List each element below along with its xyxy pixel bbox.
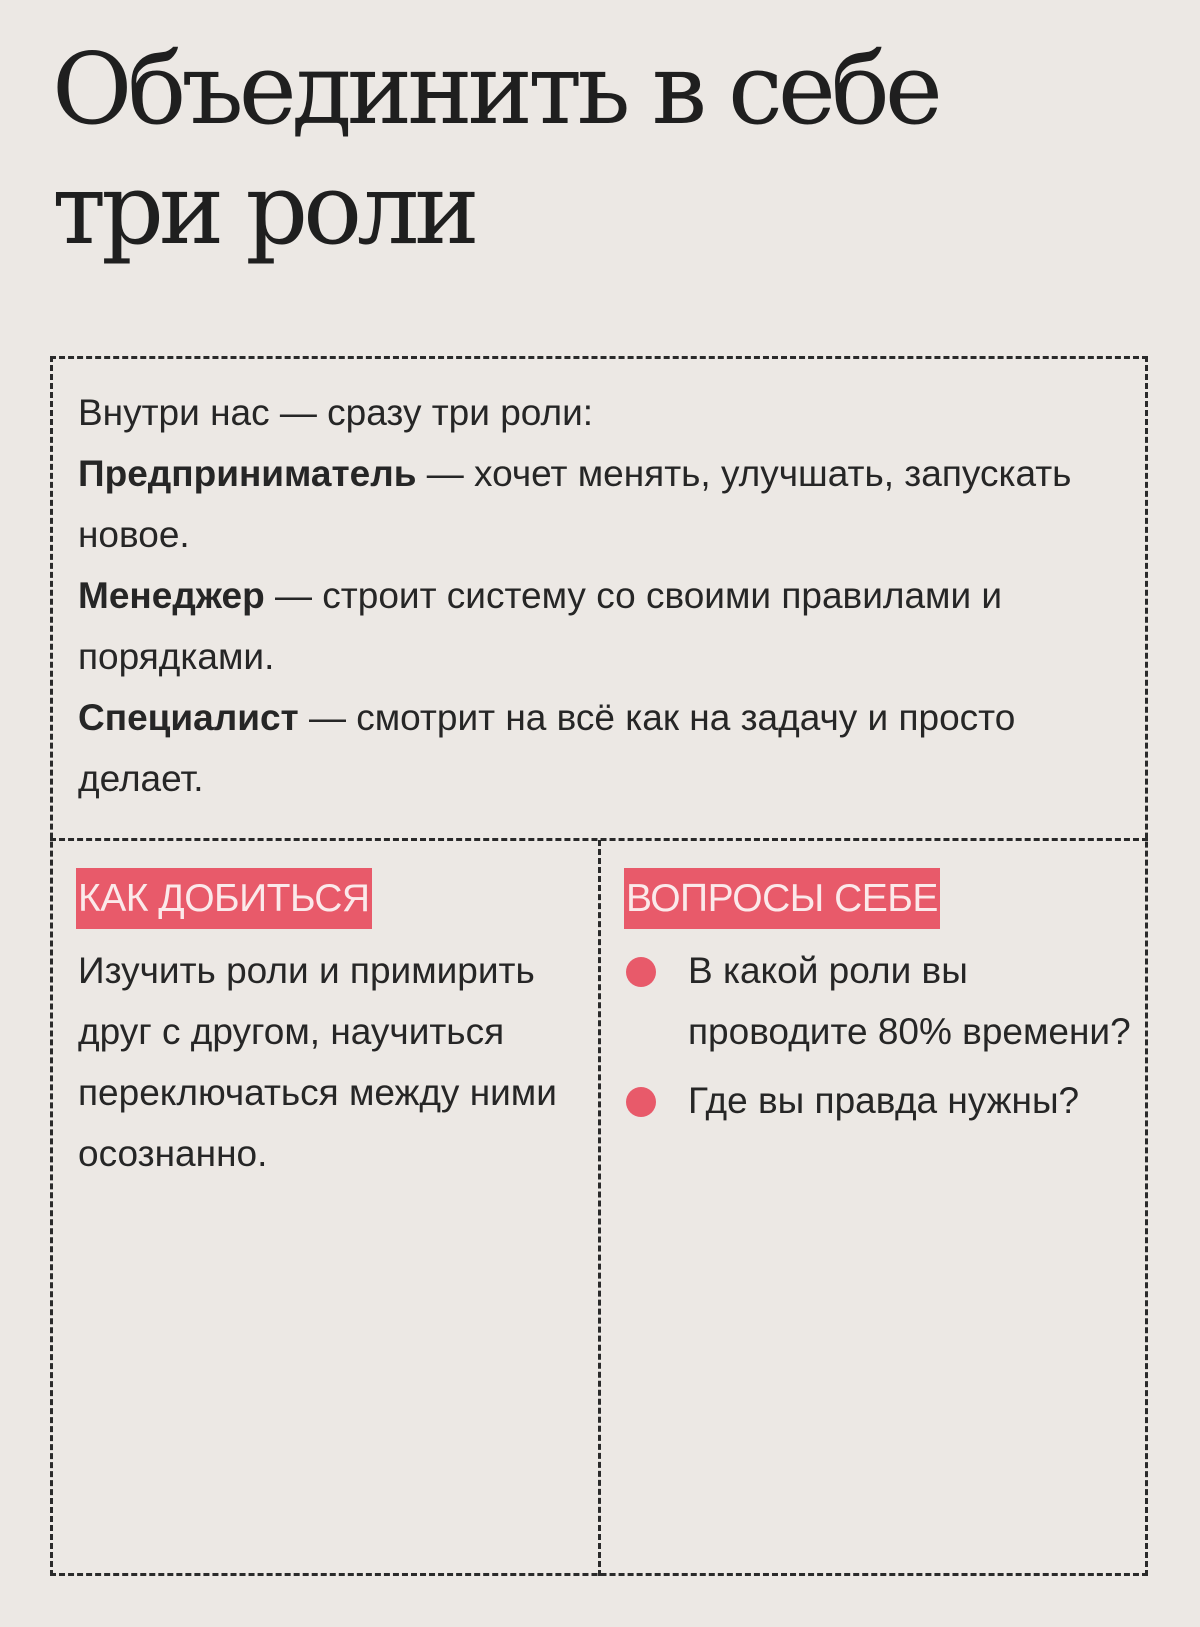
- role-description: — смотрит на всё как на задачу и просто делает.: [78, 697, 1016, 799]
- role-description: — строит систему со своими правилами и порядками.: [78, 575, 1003, 677]
- intro-lead: Внутри нас — сразу три роли:: [78, 392, 594, 433]
- role-specialist: [78, 687, 1138, 809]
- how-to-achieve-tag: КАК ДОБИТЬСЯ: [76, 868, 372, 929]
- vertical-divider: [598, 840, 601, 1576]
- question-text: В какой роли вы проводите 80% времени?: [688, 950, 1131, 1052]
- role-description: — хочет менять, улучшать, запускать новое.: [78, 453, 1072, 555]
- list-item: [624, 940, 1144, 1062]
- title-line-2: три роли: [52, 153, 475, 267]
- role-manager: [78, 565, 1138, 687]
- title-line-1: Объединить в себе: [52, 33, 938, 147]
- role-name: Менеджер: [78, 575, 265, 616]
- page-title: [52, 30, 1052, 270]
- bullet-dot-icon: [626, 957, 656, 987]
- bullet-dot-icon: [626, 1087, 656, 1117]
- how-to-achieve-text: Изучить роли и примирить друг с другом, научиться переключаться между ними осознанно.: [78, 950, 557, 1174]
- self-questions-tag: ВОПРОСЫ СЕБЕ: [624, 868, 940, 929]
- role-name: Предприниматель: [78, 453, 417, 494]
- question-text: Где вы правда нужны?: [688, 1080, 1080, 1121]
- self-questions-list: [624, 940, 1144, 1139]
- roles-intro: [78, 382, 1138, 809]
- list-item: [624, 1070, 1144, 1131]
- role-entrepreneur: [78, 443, 1138, 565]
- role-name: Специалист: [78, 697, 299, 738]
